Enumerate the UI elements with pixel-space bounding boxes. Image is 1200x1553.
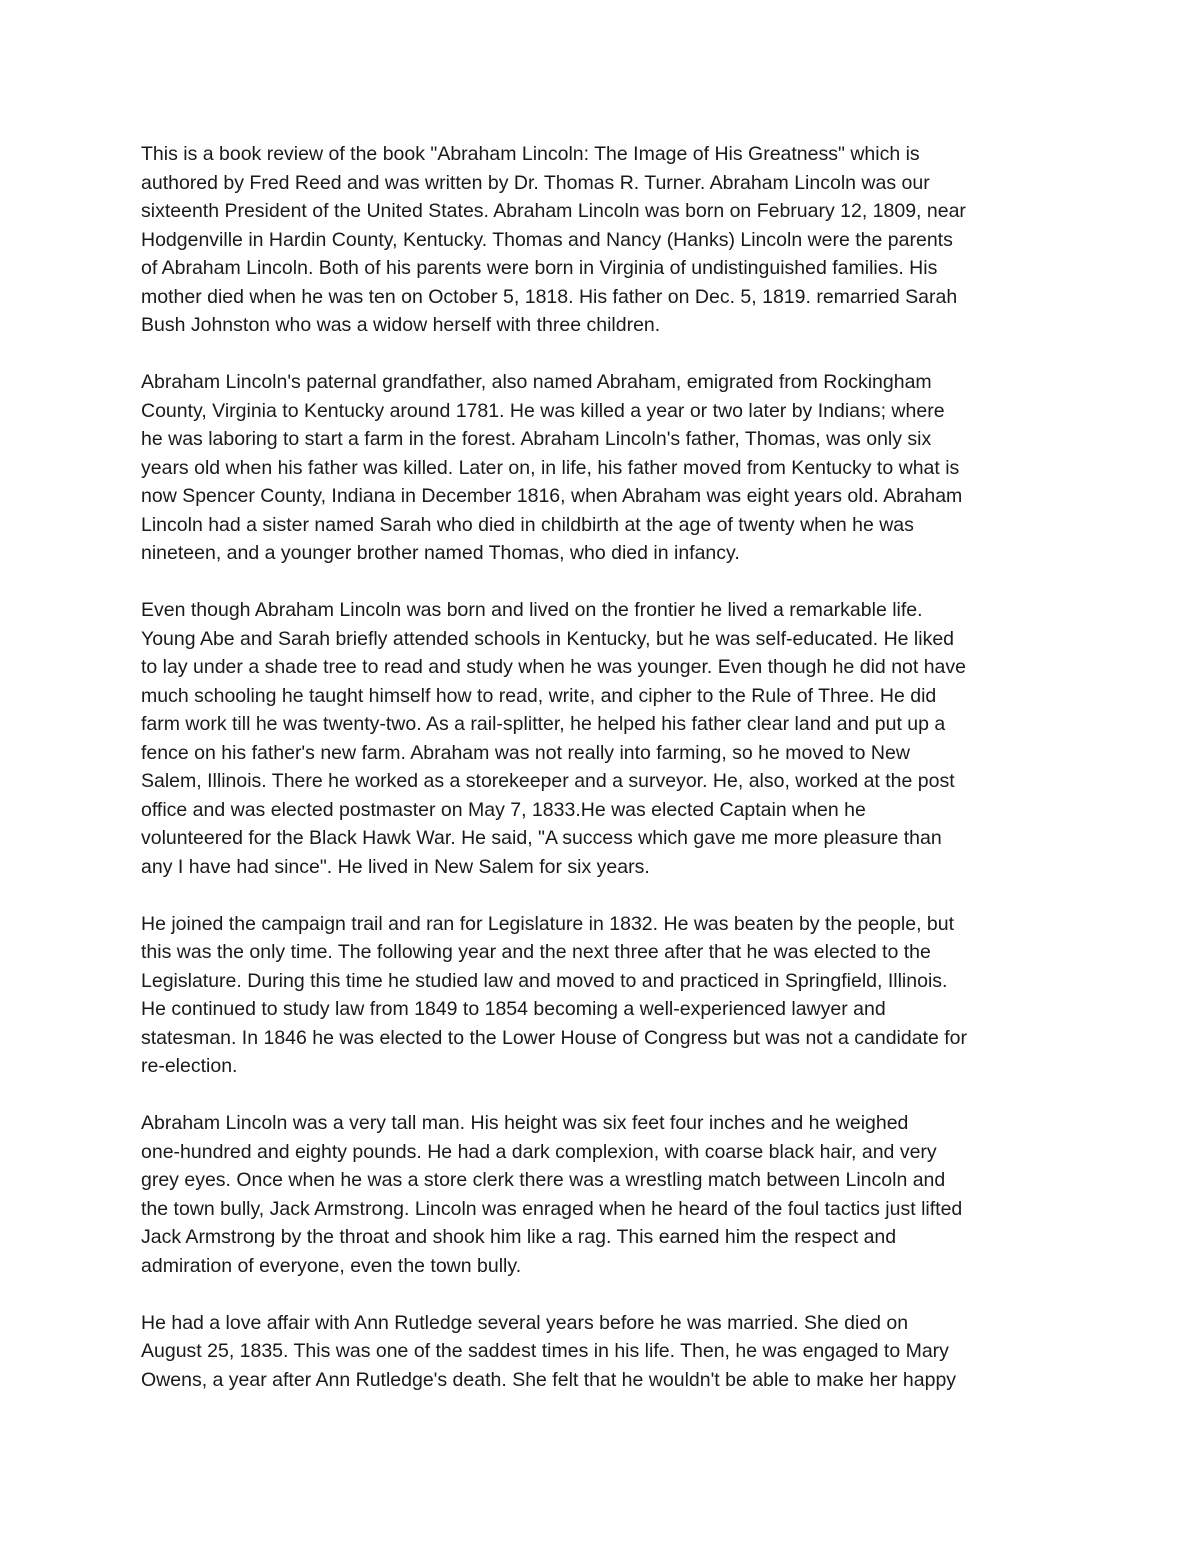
text-line: now Spencer County, Indiana in December 1816, when Abraham was eight years old. Abraham xyxy=(141,485,963,507)
text-line: Lincoln had a sister named Sarah who died in childbirth at the age of twenty when he was xyxy=(141,513,914,536)
text-line: Hodgenville in Hardin County, Kentucky. Thomas and Nancy (Hanks) Lincoln were the parents xyxy=(141,228,953,251)
text-line: years old when his father was killed. Later on, in life, his father moved from Kentucky to what is xyxy=(141,456,960,479)
text-line: sixteenth President of the United States. Abraham Lincoln was born on February 12, 1809, near xyxy=(141,200,966,222)
text-line: Abraham Lincoln's paternal grandfather, also named Abraham, emigrated from Rockingham xyxy=(141,371,932,393)
paragraph-2 xyxy=(141,368,1071,568)
text-line: volunteered for the Black Hawk War. He said, "A success which gave me more pleasure than xyxy=(141,827,942,849)
text-line: Bush Johnston who was a widow herself with three children. xyxy=(141,314,661,336)
paragraph-3 xyxy=(141,596,1071,881)
text-line: Jack Armstrong by the throat and shook him like a rag. This earned him the respect and xyxy=(141,1226,897,1248)
text-line: He had a love affair with Ann Rutledge several years before he was married. She died on xyxy=(141,1311,909,1334)
text-line: this was the only time. The following year and the next three after that he was elected to the xyxy=(141,941,931,963)
text-line: Salem, Illinois. There he worked as a storekeeper and a surveyor. He, also, worked at the post xyxy=(141,770,955,792)
text-line: Abraham Lincoln was a very tall man. His height was six feet four inches and he weighed xyxy=(141,1112,909,1134)
text-line: fence on his father's new farm. Abraham was not really into farming, so he moved to New xyxy=(141,741,910,764)
text-line: nineteen, and a younger brother named Thomas, who died in infancy. xyxy=(141,542,740,564)
text-line: one-hundred and eighty pounds. He had a dark complexion, with coarse black hair, and very xyxy=(141,1140,937,1163)
text-line: He joined the campaign trail and ran for Legislature in 1832. He was beaten by the people, but xyxy=(141,912,955,935)
paragraph-4 xyxy=(141,910,1071,1081)
text-line: admiration of everyone, even the town bully. xyxy=(141,1254,522,1277)
document-body xyxy=(141,140,1071,1423)
text-line: statesman. In 1846 he was elected to the Lower House of Congress but was not a candidate for xyxy=(141,1026,967,1049)
text-line: This is a book review of the book "Abraham Lincoln: The Image of His Greatness" which is xyxy=(141,143,920,165)
paragraph-1 xyxy=(141,140,1071,340)
text-line: the town bully, Jack Armstrong. Lincoln was enraged when he heard of the foul tactics just lifted xyxy=(141,1197,963,1220)
text-line: Legislature. During this time he studied law and moved to and practiced in Springfield, Illinois. xyxy=(141,969,948,992)
text-line: mother died when he was ten on October 5, 1818. His father on Dec. 5, 1819. remarried Sarah xyxy=(141,285,958,308)
text-line: authored by Fred Reed and was written by Dr. Thomas R. Turner. Abraham Lincoln was our xyxy=(141,171,930,194)
text-line: Young Abe and Sarah briefly attended schools in Kentucky, but he was self-educated. He liked xyxy=(141,627,955,650)
paragraph-6 xyxy=(141,1309,1071,1395)
text-line: He continued to study law from 1849 to 1854 becoming a well-experienced lawyer and xyxy=(141,998,886,1020)
text-line: August 25, 1835. This was one of the saddest times in his life. Then, he was engaged to Mary xyxy=(141,1340,949,1362)
text-line: farm work till he was twenty-two. As a rail-splitter, he helped his father clear land and put up a xyxy=(141,713,946,735)
text-line: any I have had since". He lived in New Salem for six years. xyxy=(141,855,650,878)
text-line: much schooling he taught himself how to read, write, and cipher to the Rule of Three. He did xyxy=(141,684,937,707)
text-line: Owens, a year after Ann Rutledge's death. She felt that he wouldn't be able to make her happy xyxy=(141,1368,957,1391)
text-line: re-election. xyxy=(141,1055,238,1077)
text-line: Even though Abraham Lincoln was born and lived on the frontier he lived a remarkable life. xyxy=(141,599,923,621)
text-line: to lay under a shade tree to read and study when he was younger. Even though he did not have xyxy=(141,656,966,678)
text-line: of Abraham Lincoln. Both of his parents were born in Virginia of undistinguished families. His xyxy=(141,257,938,279)
text-line: he was laboring to start a farm in the forest. Abraham Lincoln's father, Thomas, was only six xyxy=(141,428,932,450)
text-line: County, Virginia to Kentucky around 1781. He was killed a year or two later by Indians; where xyxy=(141,399,945,422)
text-line: grey eyes. Once when he was a store clerk there was a wrestling match between Lincoln and xyxy=(141,1169,946,1191)
text-line: office and was elected postmaster on May 7, 1833.He was elected Captain when he xyxy=(141,798,866,821)
paragraph-5 xyxy=(141,1109,1071,1280)
